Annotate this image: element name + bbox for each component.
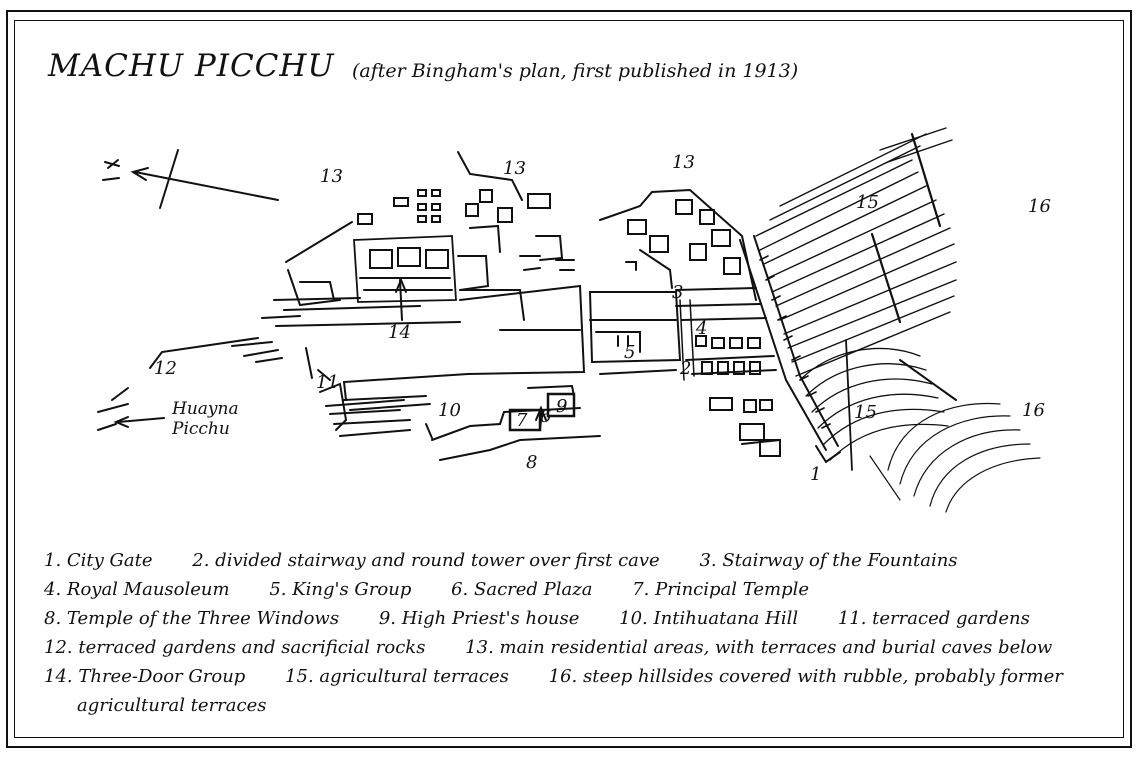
legend-item-4: 4. Royal Mausoleum xyxy=(44,579,230,600)
legend-item-16: 16. steep hillsides covered with rubble, probably former xyxy=(548,666,1063,687)
label-3: 3 xyxy=(672,282,684,303)
legend-line-3 xyxy=(44,604,1114,633)
terraces-12 xyxy=(150,298,460,380)
legend-item-12: 12. terraced gardens and sacrificial rocks xyxy=(44,637,426,658)
label-12: 12 xyxy=(154,358,177,379)
label-14: 14 xyxy=(388,322,411,343)
label-6: 6 xyxy=(540,406,552,427)
hillside-arcs xyxy=(870,404,1040,512)
label-11: 11 xyxy=(316,372,339,393)
agricultural-terraces-15-lower xyxy=(800,340,956,470)
legend-item-3: 3. Stairway of the Fountains xyxy=(699,550,958,571)
central-plaza xyxy=(344,286,680,460)
label-13a: 13 xyxy=(320,166,343,187)
legend-item-15: 15. agricultural terraces xyxy=(285,666,509,687)
label-picchu: Picchu xyxy=(172,419,230,439)
legend-line-2 xyxy=(44,575,1114,604)
legend-line-5 xyxy=(44,662,1114,691)
label-10: 10 xyxy=(438,400,461,421)
three-door-group-14 xyxy=(286,190,520,320)
legend-item-14: 14. Three-Door Group xyxy=(44,666,246,687)
label-4: 4 xyxy=(696,318,708,339)
legend-item-2: 2. divided stairway and round tower over first cave xyxy=(192,550,660,571)
legend-item-1: 1. City Gate xyxy=(44,550,153,571)
legend-item-8: 8. Temple of the Three Windows xyxy=(44,608,340,629)
label-9: 9 xyxy=(556,396,568,417)
legend-line-6: agricultural terraces xyxy=(77,695,267,716)
legend-item-6: 6. Sacred Plaza xyxy=(451,579,593,600)
label-2: 2 xyxy=(680,358,692,379)
legend-line-4 xyxy=(44,633,1114,662)
label-15b: 15 xyxy=(854,402,877,423)
legend-item-10: 10. Intihuatana Hill xyxy=(619,608,799,629)
label-1: 1 xyxy=(810,464,822,485)
label-huayna: Huayna xyxy=(172,399,239,419)
legend-item-9: 9. High Priest's house xyxy=(378,608,580,629)
legend-item-13: 13. main residential areas, with terraces and burial caves below xyxy=(465,637,1053,658)
huayna-picchu-arrow-icon xyxy=(98,388,164,430)
legend xyxy=(44,546,1114,720)
label-15a: 15 xyxy=(856,192,879,213)
legend-item-7: 7. Principal Temple xyxy=(632,579,809,600)
legend-line-1 xyxy=(44,546,1114,575)
label-16b: 16 xyxy=(1022,400,1045,421)
map-title: MACHU PICCHU xyxy=(48,48,335,84)
legend-item-5: 5. King's Group xyxy=(269,579,412,600)
label-8: 8 xyxy=(526,452,538,473)
legend-item-11: 11. terraced gardens xyxy=(837,608,1030,629)
north-arrow-icon xyxy=(103,150,278,208)
label-13b: 13 xyxy=(503,158,526,179)
city-gate-icon xyxy=(816,446,840,462)
label-5: 5 xyxy=(624,342,636,363)
map-labels xyxy=(154,152,1051,485)
label-13c: 13 xyxy=(672,152,695,173)
label-16a: 16 xyxy=(1028,196,1051,217)
label-7: 7 xyxy=(516,410,528,431)
map-subtitle: (after Bingham's plan, first published in 1913) xyxy=(352,60,799,82)
